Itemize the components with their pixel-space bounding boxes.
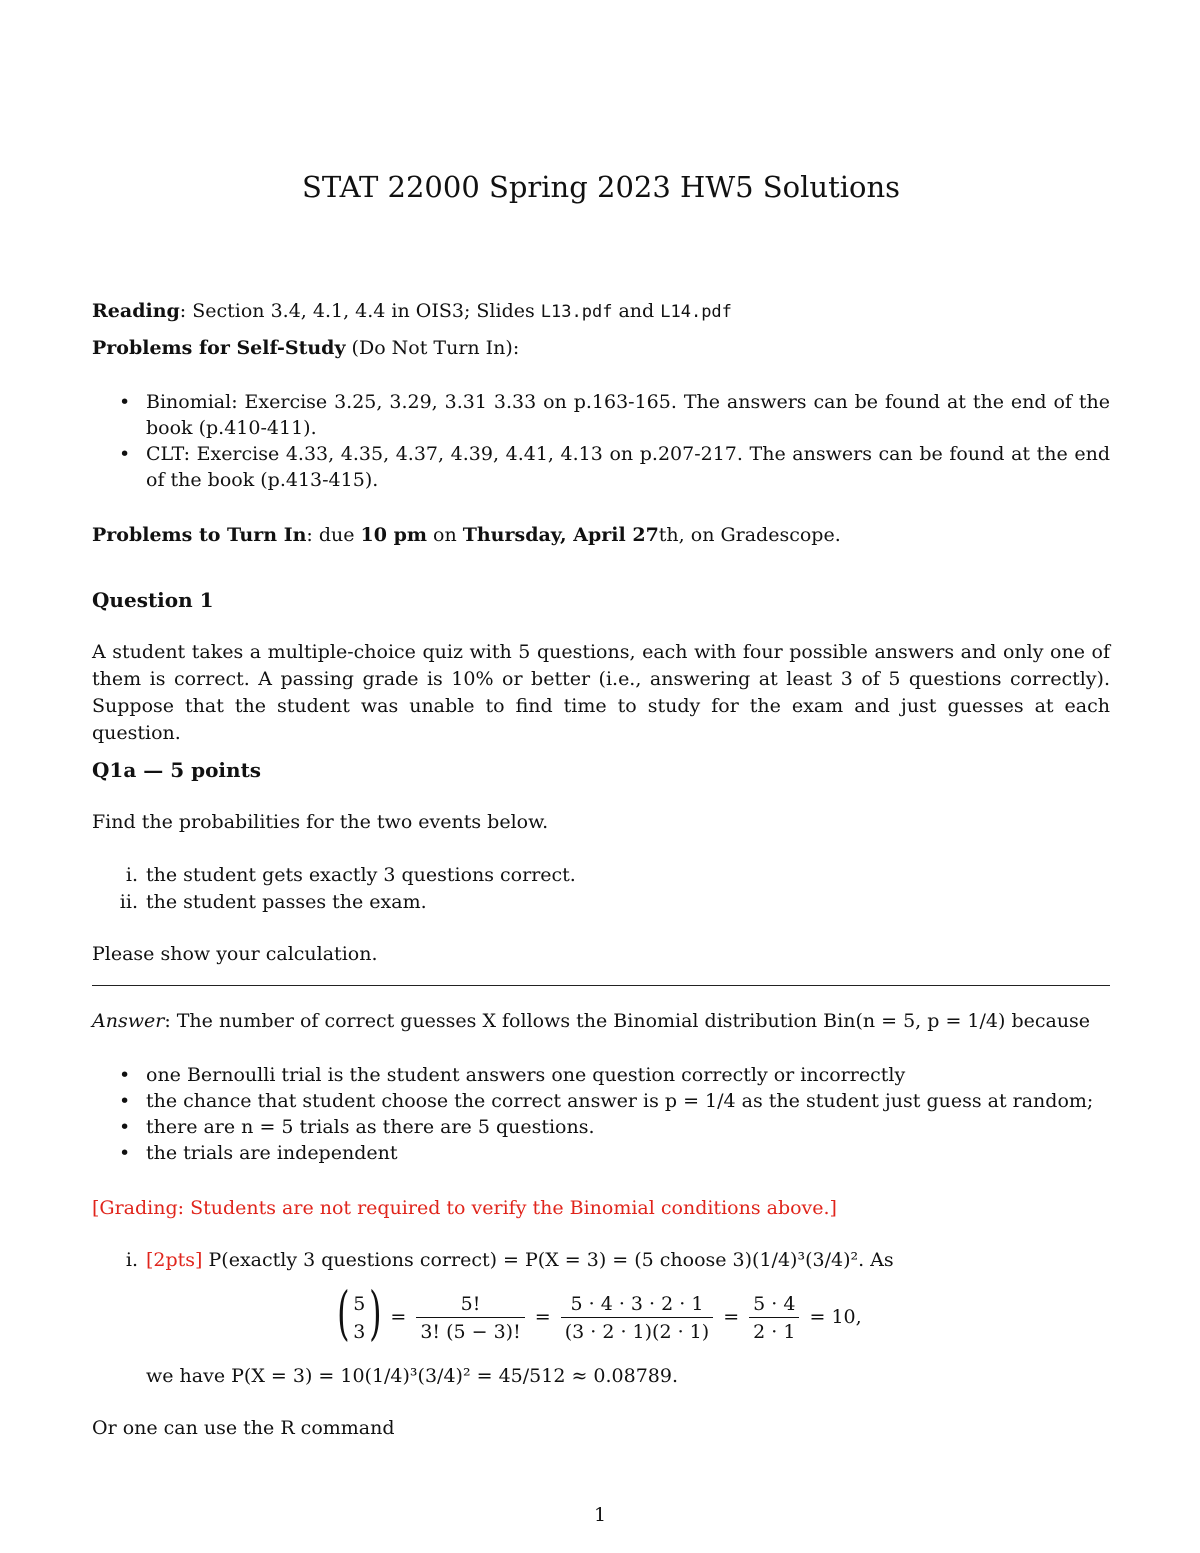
reading-file1: L13.pdf bbox=[540, 302, 613, 322]
due-date: Thursday, April 27 bbox=[462, 524, 659, 546]
list-item: • one Bernoulli trial is the student answers one question correctly or incorrectly bbox=[119, 1064, 906, 1086]
bullet-icon: • bbox=[119, 1142, 131, 1164]
question1-heading: Question 1 bbox=[92, 588, 214, 612]
q1a-outro: Please show your calculation. bbox=[92, 943, 378, 965]
list-item: • there are n = 5 trials as there are 5 questions. bbox=[119, 1116, 595, 1138]
page-title: STAT 22000 Spring 2023 HW5 Solutions bbox=[301, 170, 901, 204]
bullet-icon: • bbox=[119, 391, 131, 413]
q1a-list bbox=[92, 862, 1110, 916]
fraction: $\frac{5 \cdot 4}{2 \cdot 1}$ bbox=[749, 1292, 799, 1344]
section-divider bbox=[92, 985, 1110, 986]
reading-line: Reading: Section 3.4, 4.1, 4.4 in OIS3; Slides L13.pdf and L14.pdf bbox=[92, 300, 732, 322]
list-item: • the trials are independent bbox=[119, 1142, 398, 1164]
binomial-coefficient: ( 5 3 ) bbox=[337, 1279, 382, 1347]
reading-text: Section 3.4, 4.1, 4.4 in OIS3; Slides bbox=[192, 300, 541, 322]
list-item: • CLT: Exercise 4.33, 4.35, 4.37, 4.39, 4.41, 4.13 on p.207-217. The answers can be found at the end of the book (p.413-415). bbox=[119, 443, 1110, 491]
page-number: 1 bbox=[593, 1504, 607, 1526]
turn-in-line: Problems to Turn In: due 10 pm on Thursday, April 27th, on Gradescope. bbox=[92, 524, 841, 546]
list-item: ii. the student passes the exam. bbox=[119, 891, 427, 913]
grading-note: [Grading: Students are not required to verify the Binomial conditions above.] bbox=[92, 1197, 837, 1219]
bullet-icon: • bbox=[119, 443, 131, 465]
self-study-line bbox=[92, 335, 1110, 362]
list-item: i. the student gets exactly 3 questions correct. bbox=[125, 864, 576, 886]
due-time: 10 pm bbox=[360, 524, 427, 546]
r-command-text: Or one can use the R command bbox=[92, 1417, 395, 1439]
answer-bullets bbox=[92, 1062, 1110, 1166]
list-item: • Binomial: Exercise 3.25, 3.29, 3.31 3.33 on p.163-165. The answers can be found at the end of the book (p.410-411). bbox=[119, 391, 1110, 439]
answer-intro bbox=[92, 1008, 1110, 1035]
list-item: • the chance that student choose the correct answer is p = 1/4 as the student just guess at random; bbox=[119, 1090, 1094, 1112]
bullet-icon: • bbox=[119, 1116, 131, 1138]
self-study-list bbox=[92, 389, 1110, 493]
self-study-label: Problems for Self-Study bbox=[92, 337, 346, 359]
self-study-note: (Do Not Turn In): bbox=[351, 337, 520, 359]
fraction: $\frac{5!}{3! (5 - 3)!}$ bbox=[416, 1292, 524, 1344]
reading-and: and bbox=[612, 300, 661, 322]
fraction: $\frac{5 \cdot 4 \cdot 3 \cdot 2 \cdot 1}{(3 \cdot 2 \cdot 1)(2 \cdot 1)}$ bbox=[561, 1292, 713, 1344]
bullet-icon: • bbox=[119, 1090, 131, 1112]
question1-body: A student takes a multiple-choice quiz with 5 questions, each with four possible answers and only one of them is correct. A passing grade is 10% or better (i.e., answering at least 3 of 5 questions correctly). Suppose that the student was unable to find time to study for the exam and just guesses at each question. bbox=[92, 641, 1110, 744]
reading-label: Reading bbox=[92, 300, 180, 322]
q1a-intro: Find the probabilities for the two events below. bbox=[92, 811, 549, 833]
binomial-equation: ( 5 3 ) = $\frac{5!}{3! (5 - 3)!}$ = $\frac{5 \cdot 4 \cdot 3 \cdot 2 \cdot 1}{(3 \cdot 2 \cdot 1)(2 \cdot 1)}$ = $\frac{5 \cdot 4}{2 \cdot 1}$ = 10, bbox=[337, 1279, 862, 1347]
turn-in-label: Problems to Turn In bbox=[92, 524, 307, 546]
document-page bbox=[92, 0, 1110, 1439]
reading-file2: L14.pdf bbox=[660, 302, 732, 322]
q1a-heading: Q1a — 5 points bbox=[92, 758, 262, 782]
part-i-line: i. [2pts] P(exactly 3 questions correct) = P(X = 3) = (5 choose 3)(1/4)³(3/4)². As bbox=[125, 1249, 894, 1271]
part-i-expression: P(exactly 3 questions correct) = P(X = 3) = (5 choose 3)(1/4)³(3/4)². As bbox=[208, 1249, 894, 1271]
bullet-icon: • bbox=[119, 1064, 131, 1086]
part-i-result: we have P(X = 3) = 10(1/4)³(3/4)² = 45/512 ≈ 0.08789. bbox=[146, 1365, 679, 1387]
answer-label: Answer bbox=[92, 1010, 165, 1032]
answer-text: : The number of correct guesses X follows the Binomial distribution Bin(n = 5, p = 1/4) because bbox=[164, 1010, 1091, 1032]
points-badge: [2pts] bbox=[146, 1249, 203, 1271]
